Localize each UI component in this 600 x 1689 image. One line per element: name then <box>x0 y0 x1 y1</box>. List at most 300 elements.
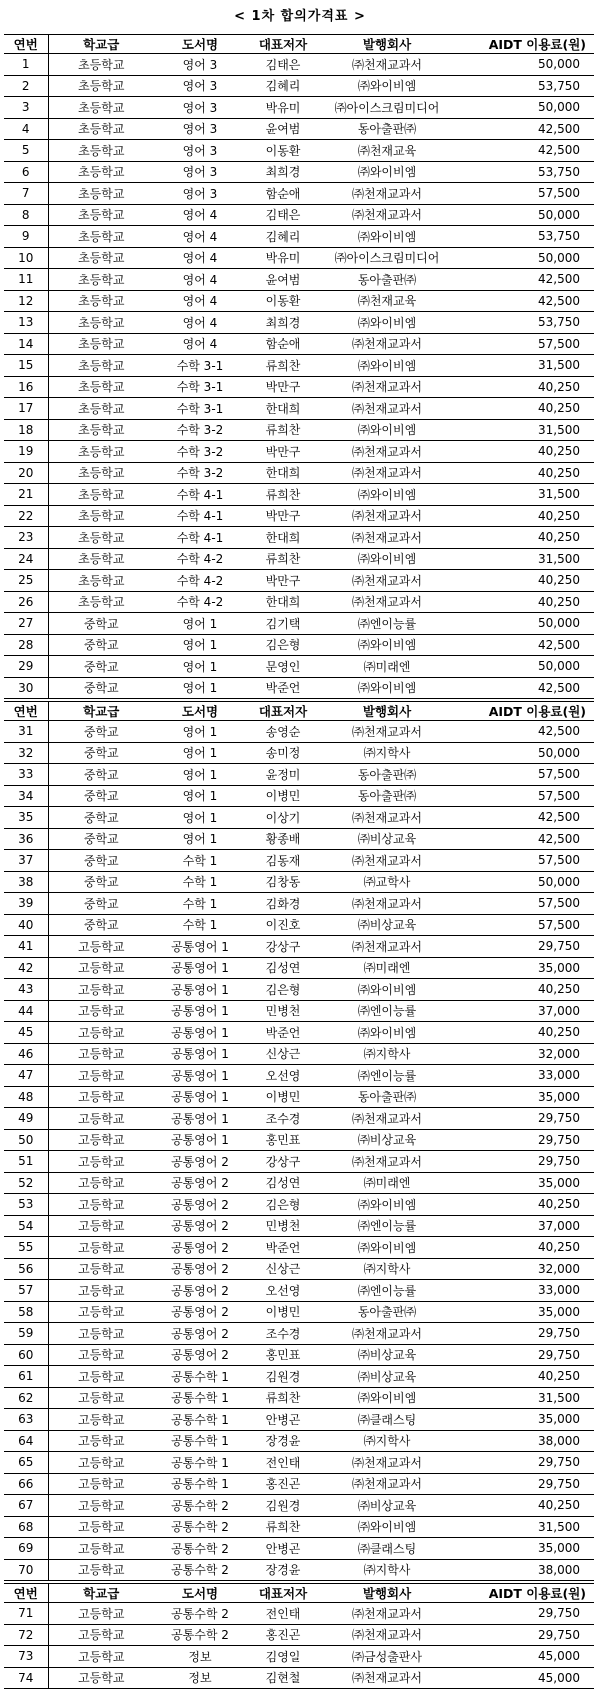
lead-author: 김화경 <box>246 893 320 915</box>
aidt-fee: 31,500 <box>454 1516 594 1538</box>
row-number: 70 <box>4 1559 48 1581</box>
publisher: ㈜미래엔 <box>320 656 454 678</box>
aidt-fee: 50,000 <box>454 742 594 764</box>
aidt-fee: 42,500 <box>454 290 594 312</box>
lead-author: 강상구 <box>246 936 320 958</box>
lead-author: 김은형 <box>246 979 320 1001</box>
table-row <box>4 979 594 1001</box>
school-level: 중학교 <box>48 828 154 850</box>
table-row <box>4 441 594 463</box>
lead-author: 이병민 <box>246 1086 320 1108</box>
lead-author: 김현철 <box>246 1667 320 1689</box>
price-table <box>4 34 594 699</box>
header-number: 연번 <box>4 1584 48 1603</box>
header-number: 연번 <box>4 35 48 54</box>
table-row <box>4 957 594 979</box>
lead-author: 홍민표 <box>246 1129 320 1151</box>
book-title: 수학 3-2 <box>154 441 246 463</box>
price-table <box>4 701 594 1581</box>
lead-author: 김성연 <box>246 1172 320 1194</box>
aidt-fee: 53,750 <box>454 312 594 334</box>
book-title: 영어 4 <box>154 333 246 355</box>
table-row <box>4 484 594 506</box>
aidt-fee: 42,500 <box>454 677 594 699</box>
lead-author: 김은형 <box>246 1194 320 1216</box>
publisher: ㈜천재교과서 <box>320 204 454 226</box>
row-number: 2 <box>4 75 48 97</box>
school-level: 고등학교 <box>48 1667 154 1689</box>
school-level: 초등학교 <box>48 548 154 570</box>
header-publisher: 발행회사 <box>320 35 454 54</box>
table-row <box>4 1473 594 1495</box>
lead-author: 전인태 <box>246 1452 320 1474</box>
table-row <box>4 247 594 269</box>
book-title: 영어 1 <box>154 613 246 635</box>
aidt-fee: 40,250 <box>454 591 594 613</box>
row-number: 42 <box>4 957 48 979</box>
row-number: 46 <box>4 1043 48 1065</box>
row-number: 43 <box>4 979 48 1001</box>
book-title: 공통수학 2 <box>154 1559 246 1581</box>
publisher: ㈜와이비엠 <box>320 75 454 97</box>
aidt-fee: 29,750 <box>454 1129 594 1151</box>
row-number: 66 <box>4 1473 48 1495</box>
table-row <box>4 1538 594 1560</box>
row-number: 9 <box>4 226 48 248</box>
book-title: 공통수학 2 <box>154 1516 246 1538</box>
table-row <box>4 828 594 850</box>
publisher: ㈜와이비엠 <box>320 355 454 377</box>
aidt-fee: 40,250 <box>454 505 594 527</box>
lead-author: 김원경 <box>246 1495 320 1517</box>
publisher: ㈜엔이능률 <box>320 1065 454 1087</box>
publisher: ㈜엔이능률 <box>320 1215 454 1237</box>
header-school-level: 학교급 <box>48 1584 154 1603</box>
row-number: 29 <box>4 656 48 678</box>
lead-author: 한대희 <box>246 462 320 484</box>
publisher: ㈜천재교과서 <box>320 462 454 484</box>
school-level: 고등학교 <box>48 1194 154 1216</box>
table-row <box>4 1495 594 1517</box>
school-level: 고등학교 <box>48 1516 154 1538</box>
row-number: 60 <box>4 1344 48 1366</box>
aidt-fee: 35,000 <box>454 957 594 979</box>
aidt-fee: 29,750 <box>454 1452 594 1474</box>
publisher: ㈜엔이능률 <box>320 613 454 635</box>
aidt-fee: 29,750 <box>454 1624 594 1646</box>
table-row <box>4 1559 594 1581</box>
table-row <box>4 1258 594 1280</box>
table-row <box>4 591 594 613</box>
price-table-section-3 <box>4 1583 594 1689</box>
publisher: ㈜와이비엠 <box>320 634 454 656</box>
lead-author: 송영순 <box>246 721 320 743</box>
table-row <box>4 1065 594 1087</box>
row-number: 10 <box>4 247 48 269</box>
school-level: 고등학교 <box>48 1430 154 1452</box>
table-row <box>4 1452 594 1474</box>
school-level: 고등학교 <box>48 1000 154 1022</box>
school-level: 초등학교 <box>48 204 154 226</box>
aidt-fee: 35,000 <box>454 1409 594 1431</box>
aidt-fee: 40,250 <box>454 527 594 549</box>
school-level: 고등학교 <box>48 1559 154 1581</box>
row-number: 68 <box>4 1516 48 1538</box>
publisher: ㈜천재교과서 <box>320 527 454 549</box>
school-level: 고등학교 <box>48 1215 154 1237</box>
lead-author: 장경윤 <box>246 1430 320 1452</box>
table-row <box>4 1086 594 1108</box>
book-title: 수학 3-2 <box>154 462 246 484</box>
lead-author: 이병민 <box>246 1301 320 1323</box>
header-lead-author: 대표저자 <box>246 35 320 54</box>
lead-author: 민병천 <box>246 1215 320 1237</box>
lead-author: 박유미 <box>246 97 320 119</box>
publisher: ㈜지학사 <box>320 742 454 764</box>
aidt-fee: 35,000 <box>454 1172 594 1194</box>
lead-author: 함순애 <box>246 183 320 205</box>
row-number: 35 <box>4 807 48 829</box>
lead-author: 윤여범 <box>246 269 320 291</box>
book-title: 공통영어 2 <box>154 1301 246 1323</box>
aidt-fee: 40,250 <box>454 376 594 398</box>
publisher: ㈜지학사 <box>320 1258 454 1280</box>
book-title: 공통영어 2 <box>154 1344 246 1366</box>
school-level: 초등학교 <box>48 398 154 420</box>
aidt-fee: 50,000 <box>454 97 594 119</box>
lead-author: 김태은 <box>246 54 320 76</box>
row-number: 27 <box>4 613 48 635</box>
aidt-fee: 50,000 <box>454 613 594 635</box>
book-title: 정보 <box>154 1667 246 1689</box>
table-row <box>4 419 594 441</box>
lead-author: 조수경 <box>246 1108 320 1130</box>
lead-author: 류희찬 <box>246 419 320 441</box>
book-title: 영어 3 <box>154 140 246 162</box>
aidt-fee: 57,500 <box>454 785 594 807</box>
publisher: ㈜천재교과서 <box>320 850 454 872</box>
lead-author: 박만구 <box>246 505 320 527</box>
table-row <box>4 269 594 291</box>
table-row <box>4 1603 594 1625</box>
row-number: 58 <box>4 1301 48 1323</box>
row-number: 62 <box>4 1387 48 1409</box>
school-level: 고등학교 <box>48 1086 154 1108</box>
book-title: 영어 1 <box>154 807 246 829</box>
row-number: 71 <box>4 1603 48 1625</box>
header-aidt-fee: AIDT 이용료(원) <box>454 1584 594 1603</box>
table-row <box>4 1366 594 1388</box>
school-level: 고등학교 <box>48 1366 154 1388</box>
lead-author: 김기택 <box>246 613 320 635</box>
row-number: 56 <box>4 1258 48 1280</box>
lead-author: 이진호 <box>246 914 320 936</box>
table-row <box>4 527 594 549</box>
row-number: 6 <box>4 161 48 183</box>
table-row <box>4 1237 594 1259</box>
row-number: 50 <box>4 1129 48 1151</box>
publisher: 동아출판㈜ <box>320 764 454 786</box>
school-level: 고등학교 <box>48 1065 154 1087</box>
aidt-fee: 53,750 <box>454 226 594 248</box>
book-title: 공통수학 1 <box>154 1430 246 1452</box>
lead-author: 신상근 <box>246 1043 320 1065</box>
aidt-fee: 57,500 <box>454 850 594 872</box>
table-row <box>4 462 594 484</box>
header-aidt-fee: AIDT 이용료(원) <box>454 702 594 721</box>
publisher: ㈜천재교과서 <box>320 1473 454 1495</box>
book-title: 영어 1 <box>154 656 246 678</box>
publisher: 동아출판㈜ <box>320 785 454 807</box>
book-title: 공통영어 2 <box>154 1280 246 1302</box>
book-title: 영어 4 <box>154 204 246 226</box>
book-title: 영어 1 <box>154 721 246 743</box>
school-level: 중학교 <box>48 807 154 829</box>
publisher: ㈜천재교과서 <box>320 183 454 205</box>
school-level: 중학교 <box>48 721 154 743</box>
aidt-fee: 37,000 <box>454 1000 594 1022</box>
aidt-fee: 38,000 <box>454 1430 594 1452</box>
publisher: ㈜금성출판사 <box>320 1646 454 1668</box>
lead-author: 한대희 <box>246 398 320 420</box>
header-school-level: 학교급 <box>48 702 154 721</box>
table-row <box>4 140 594 162</box>
aidt-fee: 31,500 <box>454 1387 594 1409</box>
book-title: 영어 4 <box>154 247 246 269</box>
school-level: 고등학교 <box>48 1387 154 1409</box>
aidt-fee: 32,000 <box>454 1043 594 1065</box>
book-title: 수학 4-2 <box>154 591 246 613</box>
book-title: 수학 1 <box>154 893 246 915</box>
school-level: 고등학교 <box>48 957 154 979</box>
publisher: ㈜미래엔 <box>320 1172 454 1194</box>
school-level: 고등학교 <box>48 1151 154 1173</box>
lead-author: 김태은 <box>246 204 320 226</box>
aidt-fee: 40,250 <box>454 1022 594 1044</box>
table-row <box>4 1194 594 1216</box>
lead-author: 최희경 <box>246 312 320 334</box>
book-title: 수학 3-1 <box>154 355 246 377</box>
school-level: 고등학교 <box>48 1603 154 1625</box>
table-row <box>4 634 594 656</box>
header-school-level: 학교급 <box>48 35 154 54</box>
aidt-fee: 53,750 <box>454 161 594 183</box>
book-title: 수학 4-1 <box>154 484 246 506</box>
aidt-fee: 31,500 <box>454 355 594 377</box>
school-level: 중학교 <box>48 893 154 915</box>
aidt-fee: 53,750 <box>454 75 594 97</box>
book-title: 수학 1 <box>154 914 246 936</box>
publisher: ㈜와이비엠 <box>320 1194 454 1216</box>
book-title: 공통영어 1 <box>154 1000 246 1022</box>
publisher: ㈜천재교과서 <box>320 1108 454 1130</box>
publisher: ㈜와이비엠 <box>320 419 454 441</box>
school-level: 고등학교 <box>48 1344 154 1366</box>
aidt-fee: 42,500 <box>454 721 594 743</box>
row-number: 26 <box>4 591 48 613</box>
publisher: ㈜미래엔 <box>320 957 454 979</box>
school-level: 초등학교 <box>48 484 154 506</box>
aidt-fee: 40,250 <box>454 398 594 420</box>
publisher: ㈜엔이능률 <box>320 1000 454 1022</box>
lead-author: 류희찬 <box>246 548 320 570</box>
lead-author: 박준언 <box>246 1237 320 1259</box>
aidt-fee: 40,250 <box>454 1366 594 1388</box>
row-number: 44 <box>4 1000 48 1022</box>
school-level: 초등학교 <box>48 290 154 312</box>
school-level: 고등학교 <box>48 979 154 1001</box>
row-number: 51 <box>4 1151 48 1173</box>
school-level: 초등학교 <box>48 269 154 291</box>
aidt-fee: 57,500 <box>454 893 594 915</box>
lead-author: 김은형 <box>246 634 320 656</box>
aidt-fee: 31,500 <box>454 419 594 441</box>
book-title: 영어 1 <box>154 828 246 850</box>
publisher: ㈜교학사 <box>320 871 454 893</box>
school-level: 초등학교 <box>48 183 154 205</box>
lead-author: 황종배 <box>246 828 320 850</box>
school-level: 중학교 <box>48 764 154 786</box>
publisher: 동아출판㈜ <box>320 1086 454 1108</box>
book-title: 영어 1 <box>154 764 246 786</box>
row-number: 25 <box>4 570 48 592</box>
aidt-fee: 29,750 <box>454 1344 594 1366</box>
table-row <box>4 1344 594 1366</box>
school-level: 중학교 <box>48 613 154 635</box>
publisher: ㈜천재교과서 <box>320 807 454 829</box>
table-row <box>4 1646 594 1668</box>
table-row <box>4 1043 594 1065</box>
lead-author: 민병천 <box>246 1000 320 1022</box>
lead-author: 강상구 <box>246 1151 320 1173</box>
lead-author: 박만구 <box>246 441 320 463</box>
lead-author: 류희찬 <box>246 484 320 506</box>
table-row <box>4 613 594 635</box>
school-level: 초등학교 <box>48 441 154 463</box>
lead-author: 안병곤 <box>246 1538 320 1560</box>
row-number: 69 <box>4 1538 48 1560</box>
lead-author: 이동환 <box>246 140 320 162</box>
book-title: 공통수학 2 <box>154 1624 246 1646</box>
aidt-fee: 29,750 <box>454 1323 594 1345</box>
table-row <box>4 548 594 570</box>
page-title: < 1차 합의가격표 > <box>234 9 366 24</box>
aidt-fee: 37,000 <box>454 1215 594 1237</box>
aidt-fee: 38,000 <box>454 1559 594 1581</box>
row-number: 22 <box>4 505 48 527</box>
row-number: 53 <box>4 1194 48 1216</box>
publisher: ㈜와이비엠 <box>320 548 454 570</box>
lead-author: 류희찬 <box>246 1387 320 1409</box>
table-row <box>4 807 594 829</box>
table-row <box>4 333 594 355</box>
publisher: ㈜천재교과서 <box>320 1151 454 1173</box>
book-title: 영어 3 <box>154 183 246 205</box>
school-level: 중학교 <box>48 634 154 656</box>
price-table-section-2 <box>4 701 594 1581</box>
aidt-fee: 50,000 <box>454 656 594 678</box>
publisher: ㈜아이스크림미디어 <box>320 97 454 119</box>
publisher: ㈜와이비엠 <box>320 312 454 334</box>
school-level: 고등학교 <box>48 1323 154 1345</box>
table-row <box>4 1172 594 1194</box>
publisher: ㈜천재교육 <box>320 290 454 312</box>
table-row <box>4 161 594 183</box>
publisher: ㈜천재교과서 <box>320 441 454 463</box>
lead-author: 박만구 <box>246 570 320 592</box>
school-level: 초등학교 <box>48 591 154 613</box>
row-number: 12 <box>4 290 48 312</box>
table-row <box>4 1409 594 1431</box>
aidt-fee: 40,250 <box>454 1194 594 1216</box>
publisher: ㈜클래스팅 <box>320 1409 454 1431</box>
lead-author: 홍진곤 <box>246 1624 320 1646</box>
lead-author: 박유미 <box>246 247 320 269</box>
book-title: 영어 1 <box>154 677 246 699</box>
table-row <box>4 1151 594 1173</box>
row-number: 32 <box>4 742 48 764</box>
lead-author: 김영일 <box>246 1646 320 1668</box>
book-title: 공통영어 1 <box>154 1129 246 1151</box>
publisher: ㈜아이스크림미디어 <box>320 247 454 269</box>
aidt-fee: 42,500 <box>454 828 594 850</box>
aidt-fee: 29,750 <box>454 936 594 958</box>
row-number: 41 <box>4 936 48 958</box>
aidt-fee: 42,500 <box>454 807 594 829</box>
lead-author: 윤여범 <box>246 118 320 140</box>
school-level: 고등학교 <box>48 1237 154 1259</box>
row-number: 73 <box>4 1646 48 1668</box>
header-book-title: 도서명 <box>154 1584 246 1603</box>
lead-author: 한대희 <box>246 591 320 613</box>
book-title: 공통수학 2 <box>154 1603 246 1625</box>
table-row <box>4 226 594 248</box>
school-level: 초등학교 <box>48 54 154 76</box>
book-title: 공통영어 1 <box>154 1108 246 1130</box>
row-number: 28 <box>4 634 48 656</box>
school-level: 고등학교 <box>48 1258 154 1280</box>
aidt-fee: 31,500 <box>454 484 594 506</box>
table-row <box>4 376 594 398</box>
aidt-fee: 40,250 <box>454 441 594 463</box>
lead-author: 오선영 <box>246 1065 320 1087</box>
header-publisher: 발행회사 <box>320 1584 454 1603</box>
publisher: ㈜와이비엠 <box>320 226 454 248</box>
book-title: 공통영어 1 <box>154 1043 246 1065</box>
school-level: 고등학교 <box>48 1409 154 1431</box>
school-level: 고등학교 <box>48 1043 154 1065</box>
lead-author: 조수경 <box>246 1323 320 1345</box>
lead-author: 박만구 <box>246 376 320 398</box>
price-table-section-1 <box>4 34 594 699</box>
aidt-fee: 45,000 <box>454 1646 594 1668</box>
row-number: 38 <box>4 871 48 893</box>
publisher: ㈜지학사 <box>320 1559 454 1581</box>
book-title: 영어 1 <box>154 634 246 656</box>
lead-author: 김창동 <box>246 871 320 893</box>
publisher: ㈜천재교육 <box>320 140 454 162</box>
lead-author: 윤정미 <box>246 764 320 786</box>
table-row <box>4 1516 594 1538</box>
aidt-fee: 42,500 <box>454 118 594 140</box>
aidt-fee: 29,750 <box>454 1603 594 1625</box>
table-row <box>4 505 594 527</box>
lead-author: 이병민 <box>246 785 320 807</box>
row-number: 55 <box>4 1237 48 1259</box>
publisher: ㈜천재교과서 <box>320 721 454 743</box>
lead-author: 김혜리 <box>246 75 320 97</box>
school-level: 초등학교 <box>48 570 154 592</box>
